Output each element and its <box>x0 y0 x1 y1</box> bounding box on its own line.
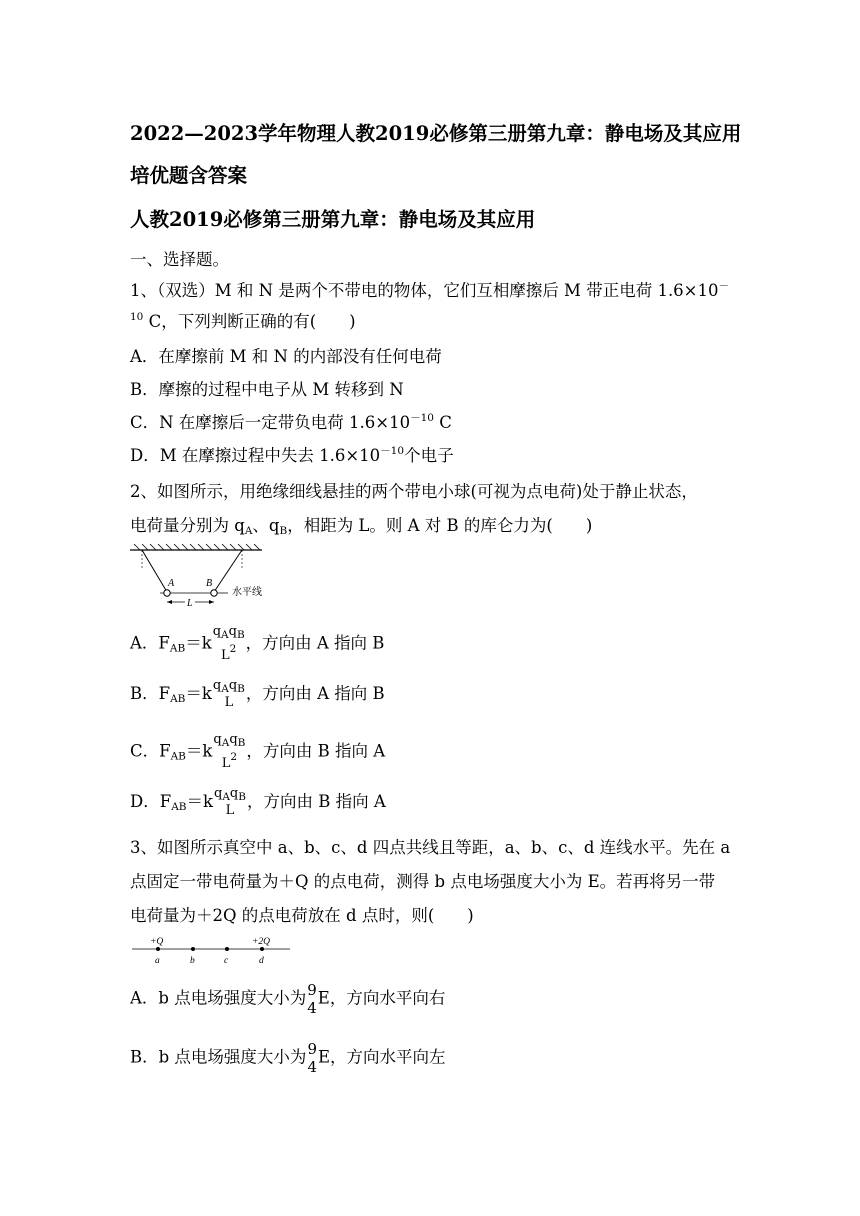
q3-stem-line1: 3、如图所示真空中 a、b、c、d 四点共线且等距，a、b、c、d 连线水平。先在 a <box>130 838 731 857</box>
q2-option-c: C．$F_{AB}=k$ $q_Aq_B$ $L^2$ ，方向由 B 指向 A <box>130 732 386 771</box>
section-heading: 一、选择题。 <box>130 250 229 269</box>
q1-option-d: D．M 在摩擦过程中失去 $1.6\times 10^{-10}$个电子 <box>130 445 454 465</box>
doc-subtitle: 人教2019必修第三册第九章：静电场及其应用 <box>130 208 536 231</box>
q3-option-b: B．b 点电场强度大小为 9 4 E，方向水平向左 <box>130 1040 446 1076</box>
fig-charge-plus-2q: +2Q <box>252 937 271 947</box>
q2-option-d: D．$F_{AB}=k$ $q_Aq_B$ L ，方向由 B 指向 A <box>130 786 386 818</box>
fig-label-a: A <box>168 578 175 589</box>
doc-title-line1: 2022—2023学年物理人教2019必修第三册第九章：静电场及其应用 <box>130 122 742 145</box>
q2-hanging-charges-figure <box>128 544 278 610</box>
fig-point-c: c <box>224 956 229 966</box>
q1-stem-line1: 1、（双选）M 和 N 是两个不带电的物体，它们互相摩擦后 M 带正电荷 1.6×10－ <box>130 280 730 300</box>
q2-option-b: B．$F_{AB}=k$ $q_Aq_B$ L ，方向由 A 指向 B <box>130 678 385 710</box>
fig-label-b: B <box>206 578 213 589</box>
fig-charge-plus-q: +Q <box>150 937 164 947</box>
q1-option-a: A．在摩擦前 M 和 N 的内部没有任何电荷 <box>130 347 442 366</box>
q2-option-a: A．$F_{AB}=k$ $q_Aq_B$ $L^2$ ，方向由 A 指向 B <box>130 624 385 663</box>
fig-point-b: b <box>190 956 195 966</box>
q3-collinear-points-figure <box>130 934 295 968</box>
q1-option-c: C．N 在摩擦后一定带负电荷 $1.6\times 10^{-10}$ C <box>130 412 452 432</box>
q3-option-a: A．b 点电场强度大小为 9 4 E，方向水平向右 <box>130 981 446 1017</box>
q2-stem-line2: 电荷量分别为 $q_A$、$q_B$，相距为 L。则 A 对 B 的库仑力为( ) <box>130 516 593 537</box>
fig-label-l: L <box>187 598 193 609</box>
q1-stem-line2: $^{10}$ C，下列判断正确的有( ) <box>130 311 356 331</box>
q3-stem-line3: 电荷量为＋2Q 的点电荷放在 d 点时，则( ) <box>130 906 474 925</box>
q2-stem-line1: 2、如图所示，用绝缘细线悬挂的两个带电小球(可视为点电荷)处于静止状态， <box>130 482 698 501</box>
q1-option-b: B．摩擦的过程中电子从 M 转移到 N <box>130 380 404 399</box>
fig-horizontal-line-label: 水平线 <box>232 587 262 598</box>
doc-title-line2: 培优题含答案 <box>130 164 248 187</box>
fig-point-a: a <box>155 956 160 966</box>
fig-point-d: d <box>259 956 264 966</box>
q3-stem-line2: 点固定一带电荷量为＋Q 的点电荷，测得 b 点电场强度大小为 E。若再将另一带 <box>130 872 716 891</box>
